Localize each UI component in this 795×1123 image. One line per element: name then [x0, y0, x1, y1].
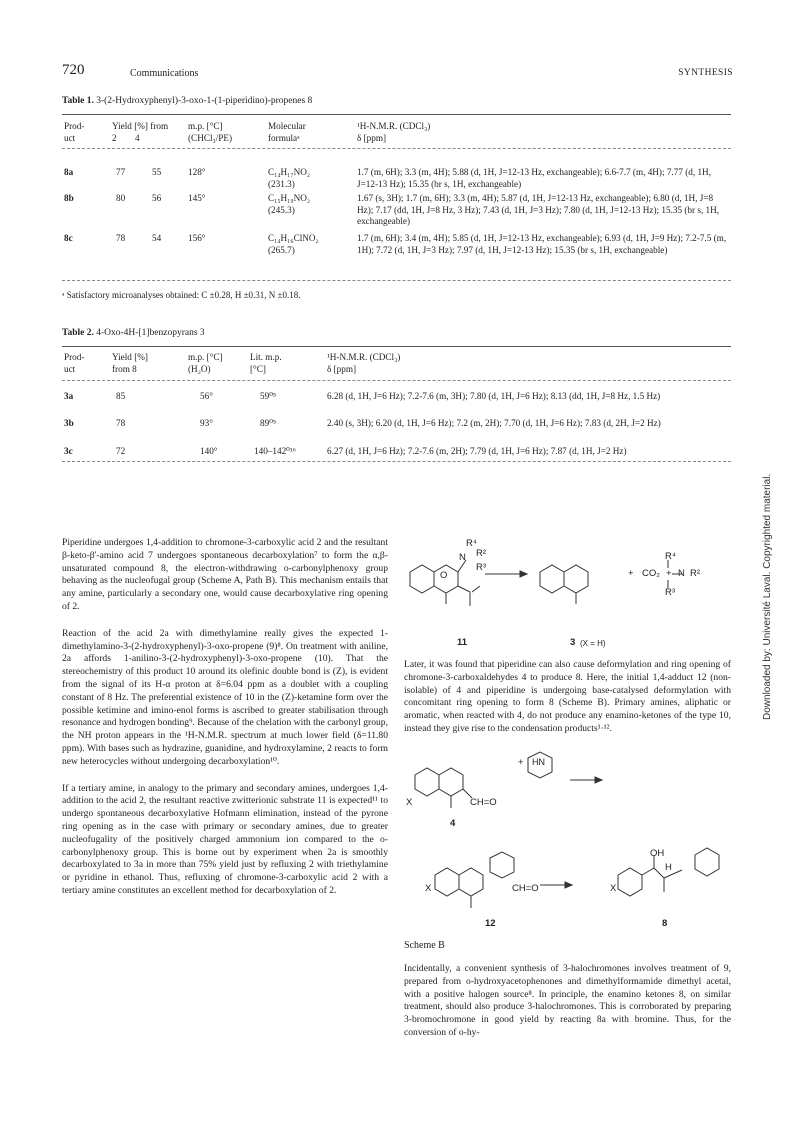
section-title: Communications — [130, 68, 199, 79]
scheme-b-hn: HN — [532, 757, 545, 767]
table2-cell-mp: 56° — [200, 391, 213, 401]
table2-cell-prod: 3c — [64, 446, 73, 456]
scheme-co2: CO₂ — [642, 568, 660, 579]
download-notice: Downloaded by: Université Laval. Copyrighted material. — [762, 473, 773, 720]
table1-cell-nmr: 1.7 (m, 6H); 3.4 (m, 4H); 5.85 (d, 1H, J=12-13 Hz, exchangeable); 6.93 (d, 1H, J=9 Hz); 7.2-7.5 (m, 1H); 7.72 (d, 1H, J=3 Hz); 7.97 (d, 1H, J=12-13 Hz); 15.35 (br s, 1H, exchangeable) — [357, 233, 727, 255]
table2-cell-prod: 3b — [64, 418, 74, 428]
table2-top-rule — [62, 346, 731, 347]
table1-header-formula: Molecular formulaᵃ — [268, 121, 306, 143]
table2-cell-prod: 3a — [64, 391, 74, 401]
scheme-decarboxylation — [400, 530, 740, 630]
table1-cell-yield4: 56 — [152, 193, 162, 203]
table1-top-rule — [62, 114, 731, 115]
scheme-b-plus: + — [518, 757, 524, 768]
table1-header-rule — [62, 148, 731, 149]
table2-cell-mp: 93° — [200, 418, 213, 428]
right-column-top — [404, 659, 731, 747]
scheme-amine-r3: R³ — [665, 587, 676, 598]
scheme-b-cho-12: CH=O — [512, 883, 539, 894]
table2-cell-nmr: 6.28 (d, 1H, J=6 Hz); 7.2-7.6 (m, 3H); 7.80 (d, 1H, J=6 Hz); 8.13 (dd, 1H, J=8 Hz, 1.5 Hz) — [327, 391, 661, 401]
right-paragraph-1: Later, it was found that piperidine can also cause deformylation and ring opening of chromone-3-carboxaldehydes 4 to produce 8. Here, the initial 1,4-adduct 12 (non-isolable) of 4 and piperidine is undergoing base-catalysed deformylation with concomitant ring opening to form 8 (Scheme B). Primary amines, aliphatic or aromatic, when reacted with 4, do not produce any enamino-ketones of the type 10, instead they give rise to the condensation products¹·¹². — [404, 659, 731, 734]
scheme-b-title: Scheme B — [404, 940, 445, 951]
scheme-plus-2: + — [666, 568, 672, 579]
table1-caption — [62, 96, 312, 106]
table2-cell-mp: 140° — [200, 446, 218, 456]
table1-cell-formula: C₁₅H₁₉NO₂ (245.3) — [268, 193, 311, 215]
scheme-amine-r4: R⁴ — [665, 551, 676, 562]
table2-header-nmr: ¹H-N.M.R. (CDCl₃) δ [ppm] — [327, 352, 401, 374]
table2-header-lit: Lit. m.p. [°C] — [250, 352, 282, 374]
table2-cell-lit: 89⁰⁵ — [260, 418, 277, 428]
table1-cell-yield2: 80 — [116, 193, 126, 203]
table1-cell-yield4: 54 — [152, 233, 162, 243]
scheme-top-n: N — [459, 552, 466, 563]
table1-bottom-rule — [62, 280, 731, 281]
scheme-label-3-sub: (X = H) — [580, 639, 606, 648]
table1-cell-yield2: 77 — [116, 167, 126, 177]
table1-cell-formula: C₁₄H₁₆ClNO₂ (265.7) — [268, 233, 319, 255]
scheme-b-x-8: X — [610, 883, 617, 894]
table2-header-rule — [62, 380, 731, 381]
table2-cell-nmr: 2.40 (s, 3H); 6.20 (d, 1H, J=6 Hz); 7.2 (m, 2H); 7.70 (d, 1H, J=6 Hz); 7.83 (d, 2H, J=2 Hz) — [327, 418, 661, 428]
scheme-b-h: H — [665, 862, 672, 873]
table1-cell-mp: 145° — [188, 193, 206, 203]
table2-cell-yield: 85 — [116, 391, 126, 401]
table1-cell-formula: C₁₄H₁₇NO₂ (231.3) — [268, 167, 311, 189]
scheme-plus-1: + — [628, 568, 634, 579]
table2-cell-yield: 72 — [116, 446, 126, 456]
table2-header-prod: Prod- uct — [64, 352, 85, 374]
journal-name: SYNTHESIS — [678, 68, 733, 78]
table1-caption-label: Table 1. — [62, 96, 94, 106]
scheme-label-11: 11 — [457, 637, 468, 648]
left-paragraph-2: Reaction of the acid 2a with dimethylamine really gives the expected 1-dimethylamino-3-(2-hydroxyphenyl)-3-oxo-propene (9)⁸. On treatment with aniline, 2a affords 1-anilino-3-(2-hydroxyphenyl)-3-oxo-propene (10). That the stereochemistry of this product 10 around its olefinic double bond is (Z), is evident from the signal of its H-α proton at δ=6.04 ppm as a doublet with a coupling constant of 8 Hz. The preferential existence of 10 in the (Z)-ketamine form over the possible ketimine and imino-enol forms is ascribed to greater stabilisation through resonance and hydrogen bonding⁹. Because of the chelation with the carbonyl group, the NH proton appears in the ¹H-N.M.R. spectrum at much lower field (δ=11.80 ppm). With bases such as hydrazine, guanidine, and hydroxylamine, 2 reacts to form new heterocycles without undergoing decarboxylation¹⁰. — [62, 627, 388, 767]
left-paragraph-1: Piperidine undergoes 1,4-addition to chromone-3-carboxylic acid 2 and the resultant β-keto-β'-amino acid 7 undergoes spontaneous decarboxylation⁷ to form the α,β-unsaturated compound 8, the electron-withdrawing o-carbonylphenoxy group behaving as the nucleofugal group (Scheme A, Path B). This mechanism entails that any amine, particularly a secondary one, would cause decarboxylative ring opening of 2. — [62, 537, 388, 612]
table2-cell-nmr: 6.27 (d, 1H, J=6 Hz); 7.2-7.6 (m, 2H); 7.79 (d, 1H, J=6 Hz); 7.87 (d, 1H, J=2 Hz) — [327, 446, 627, 456]
table1-header-mp: m.p. [°C] (CHCl₃/PE) — [188, 121, 233, 143]
table1-cell-prod: 8a — [64, 167, 74, 177]
table2-header-yield: Yield [%] from 8 — [112, 352, 148, 374]
table1-header-prod: Prod- uct — [64, 121, 85, 143]
scheme-b-x-12: X — [425, 883, 432, 894]
scheme-b-label-12: 12 — [485, 918, 496, 929]
table1-caption-text: 3-(2-Hydroxyphenyl)-3-oxo-1-(1-piperidino)-propenes 8 — [96, 96, 313, 106]
table2-header-mp: m.p. [°C] (H₂O) — [188, 352, 223, 374]
scheme-top-r3: R³ — [476, 562, 487, 573]
left-paragraph-3: If a tertiary amine, in analogy to the primary and secondary amines, undergoes 1,4-addition to the acid 2, the resultant reactive zwitterionic substrate 11 is expected¹¹ to undergo spontaneous decarboxylative Hofmann elimination, instead of the pyrone ring opening as in the case with primary or secondary amines, due to greater nucleofugality of the positively charged ammonium ion compared to the o-carbonylphenoxy group. This is borne out by experiment when 2a is smoothly decarboxylated to 3a in more than 75% yield just by refluxing 2 with triethylamine or pyridine in ethanol. Thus, refluxing of chromone-3-carboxylic acid 2 with a tertiary amine constitutes an excellent method for decarboxylation of 2. — [62, 782, 388, 896]
scheme-b-label-8: 8 — [662, 918, 668, 929]
table2-bottom-rule — [62, 461, 731, 462]
table2-caption-text: 4-Oxo-4H-[1]benzopyrans 3 — [96, 328, 205, 338]
table1-cell-prod: 8c — [64, 233, 73, 243]
page-number: 720 — [62, 62, 85, 78]
table1-header-nmr: ¹H-N.M.R. (CDCl₃) δ [ppm] — [357, 121, 431, 143]
table1-cell-nmr: 1.7 (m, 6H); 3.3 (m, 4H); 5.88 (d, 1H, J=12-13 Hz, exchangeable); 6.6-7.7 (m, 4H); 7.77 (d, 1H, J=12-13 Hz); 15.35 (br s, 1H, exchangeable) — [357, 167, 711, 189]
table1-cell-prod: 8b — [64, 193, 74, 203]
table1-header-yield: Yield [%] from 2 4 — [112, 121, 169, 143]
table2-caption — [62, 328, 205, 338]
scheme-b-oh: OH — [650, 848, 665, 859]
table1-cell-yield4: 55 — [152, 167, 162, 177]
table1-cell-mp: 156° — [188, 233, 206, 243]
table2-cell-lit: 140–142⁰¹⁶ — [254, 446, 296, 456]
table1-cell-mp: 128° — [188, 167, 206, 177]
scheme-amine-r2: R² — [690, 568, 701, 579]
scheme-b-x-4: X — [406, 797, 413, 808]
table2-cell-lit: 59⁰⁵ — [260, 391, 277, 401]
table1-cell-nmr: 1.67 (s, 3H); 1.7 (m, 6H); 3.3 (m, 4H); 5.87 (d, 1H, J=12-13 Hz, exchangeable); 6.80 (d, 1H, J=8 Hz); 7.17 (dd, 1H, J=8 Hz, 3 Hz); 7.43 (d, 1H, J=3 Hz); 7.80 (d, 1H, J=12-13 Hz); 15.35 (br s, 1H, exchangeable) — [357, 193, 720, 227]
scheme-top-o: O — [440, 570, 448, 581]
left-column — [62, 537, 388, 909]
table1-footnote: ᵃ Satisfactory microanalyses obtained: C ±0.28, H ±0.31, N ±0.18. — [62, 290, 301, 300]
scheme-b-drawing — [400, 740, 740, 940]
right-column-bottom — [404, 963, 731, 1051]
scheme-top-r2: R² — [476, 548, 487, 559]
table2-cell-yield: 78 — [116, 418, 126, 428]
scheme-b-cho-4: CH=O — [470, 797, 497, 808]
scheme-amine-n: N — [678, 568, 685, 579]
scheme-top-r4: R⁴ — [466, 538, 477, 549]
table2-caption-label: Table 2. — [62, 328, 94, 338]
right-paragraph-2: Incidentally, a convenient synthesis of 3-halochromones involves treatment of 9, prepared from o-hydroxyacetophenones and dimethylformamide dimethyl acetal, with a positive halogen source⁸. In principle, the enamino ketones 8, on similar treatment, should also produce 3-halochromones. This is corroborated by preparing 3-bromochromone in good yield by reacting 8a with bromine. Thus, for the conversion of o-hy- — [404, 963, 731, 1038]
scheme-b-label-4: 4 — [450, 818, 456, 829]
scheme-label-3: 3 — [570, 637, 576, 648]
table1-cell-yield2: 78 — [116, 233, 126, 243]
